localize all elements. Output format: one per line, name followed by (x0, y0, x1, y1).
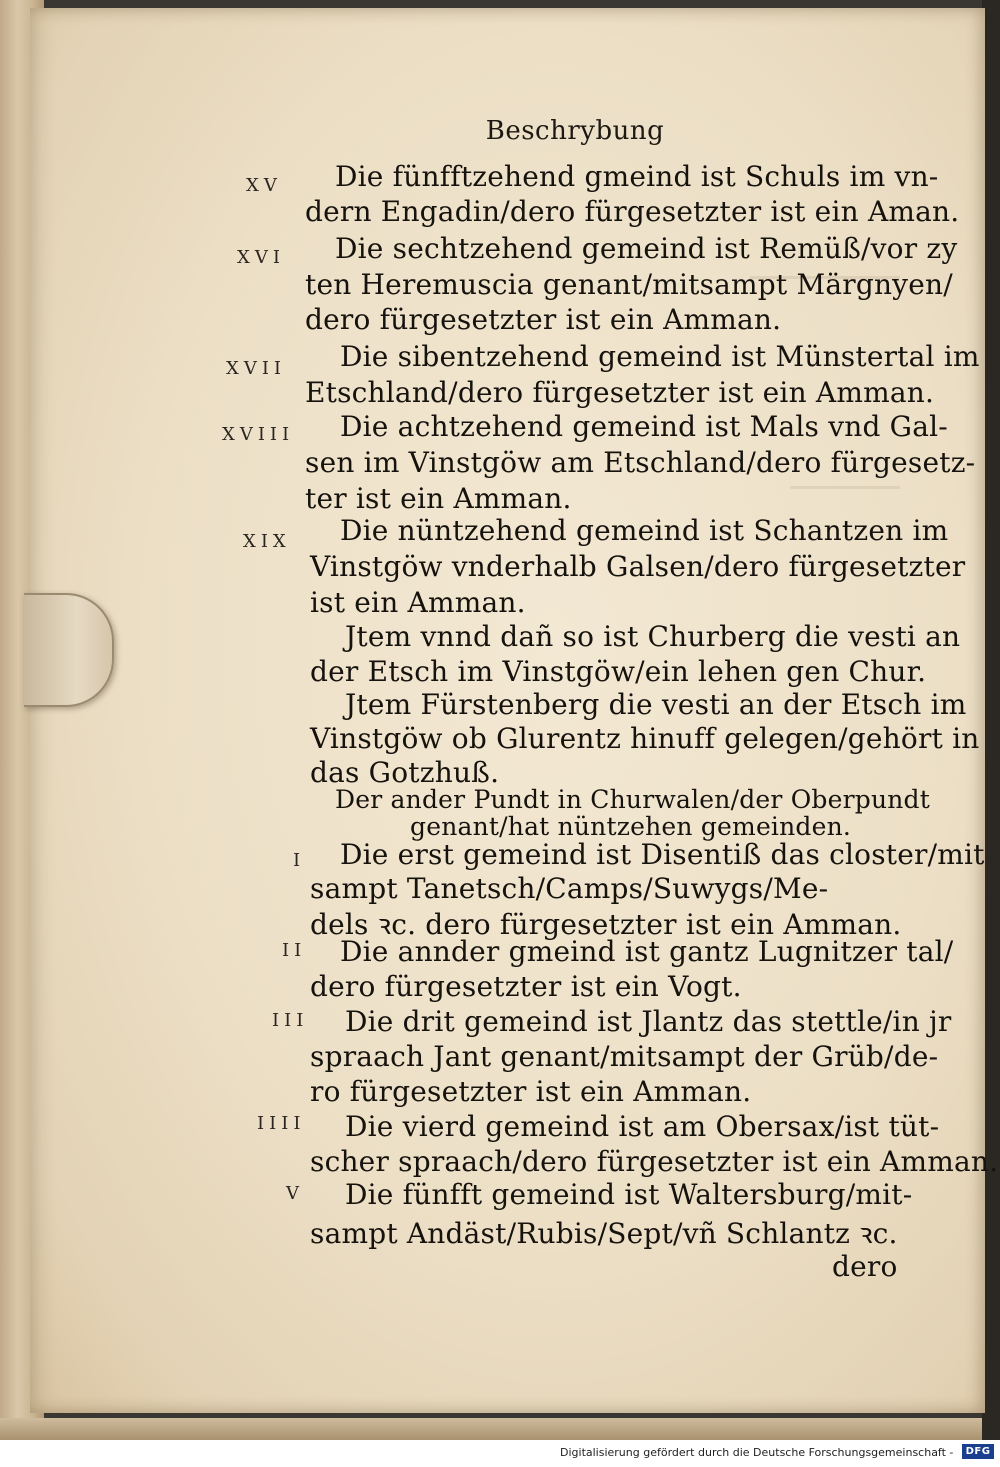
entry-numeral: III (272, 1010, 309, 1031)
show-through-mark (790, 486, 900, 489)
entry-numeral: XIX (243, 531, 291, 552)
page-stack-bottom (0, 1418, 1000, 1440)
entry-numeral: XV (246, 175, 282, 196)
text-line: Die drit gemeind ist Jlantz das stettle/in jr (345, 1005, 952, 1038)
entry-numeral: I (293, 850, 306, 871)
text-line: Die fünfftzehend gmeind ist Schuls im vn- (335, 160, 939, 193)
text-line: Die erst gemeind ist Disentiß das closter/mit (340, 838, 985, 871)
heading-line: genant/hat nüntzehen gemeinden. (410, 812, 852, 841)
catchword: dero (832, 1250, 898, 1283)
text-line: dero fürgesetzter ist ein Vogt. (310, 970, 742, 1003)
text-line: Die achtzehend gemeind ist Mals vnd Gal- (340, 410, 948, 443)
digitization-credit: Digitalisierung gefördert durch die Deutsche Forschungsgemeinschaft - (560, 1446, 954, 1459)
text-line: Die sechtzehend gemeind ist Remüß/vor zy (335, 232, 958, 265)
text-line: Die annder gmeind ist gantz Lugnitzer tal/ (340, 935, 954, 968)
text-line: Jtem vnnd dañ so ist Churberg die vesti an (345, 620, 961, 653)
text-line: Vinstgöw vnderhalb Galsen/dero fürgesetzter (310, 550, 966, 583)
text-line: ten Heremuscia genant/mitsampt Märgnyen/ (305, 268, 953, 301)
text-line: sampt Andäst/Rubis/Sept/vñ Schlantz ꝛc. (310, 1217, 898, 1250)
text-line: sampt Tanetsch/Camps/Suwygs/Me- (310, 872, 829, 905)
text-line: dern Engadin/dero fürgesetzter ist ein Aman. (305, 195, 960, 228)
text-line: Die fünfft gemeind ist Waltersburg/mit- (345, 1178, 913, 1211)
heading-line: Der ander Pundt in Churwalen/der Oberpundt (335, 785, 930, 814)
text-line: spraach Jant genant/mitsampt der Grüb/de- (310, 1040, 939, 1073)
text-line: ro fürgesetzter ist ein Amman. (310, 1075, 752, 1108)
text-line: Etschland/dero fürgesetzter ist ein Amman. (305, 376, 935, 409)
text-line: scher spraach/dero fürgesetzter ist ein Amman. (310, 1145, 999, 1178)
entry-numeral: XVIII (222, 424, 295, 445)
dfg-logo: DFG (962, 1444, 994, 1459)
text-line: ist ein Amman. (310, 586, 526, 619)
text-line: Die vierd gemeind ist am Obersax/ist tüt- (345, 1110, 940, 1143)
running-head: Beschrybung (485, 116, 665, 146)
entry-numeral: II (282, 940, 307, 961)
text-line: Die nüntzehend gemeind ist Schantzen im (340, 514, 949, 547)
text-line: Vinstgöw ob Glurentz hinuff gelegen/gehört in (310, 722, 980, 755)
text-line: das Gotzhuß. (310, 756, 500, 789)
entry-numeral: IIII (257, 1113, 306, 1134)
text-line: der Etsch im Vinstgöw/ein lehen gen Chur. (310, 655, 927, 688)
entry-numeral: XVI (237, 247, 285, 268)
text-line: ter ist ein Amman. (305, 482, 572, 515)
text-line: Die sibentzehend gemeind ist Münstertal im (340, 340, 980, 373)
text-line: Jtem Fürstenberg die vesti an der Etsch im (345, 688, 967, 721)
text-line: dels ꝛc. dero fürgesetzter ist ein Amman. (310, 908, 902, 941)
text-line: sen im Vinstgöw am Etschland/dero fürgesetz- (305, 446, 976, 479)
page-clip (24, 593, 114, 707)
text-line: dero fürgesetzter ist ein Amman. (305, 303, 782, 336)
entry-numeral: XVII (226, 358, 287, 379)
entry-numeral: V (286, 1183, 304, 1204)
